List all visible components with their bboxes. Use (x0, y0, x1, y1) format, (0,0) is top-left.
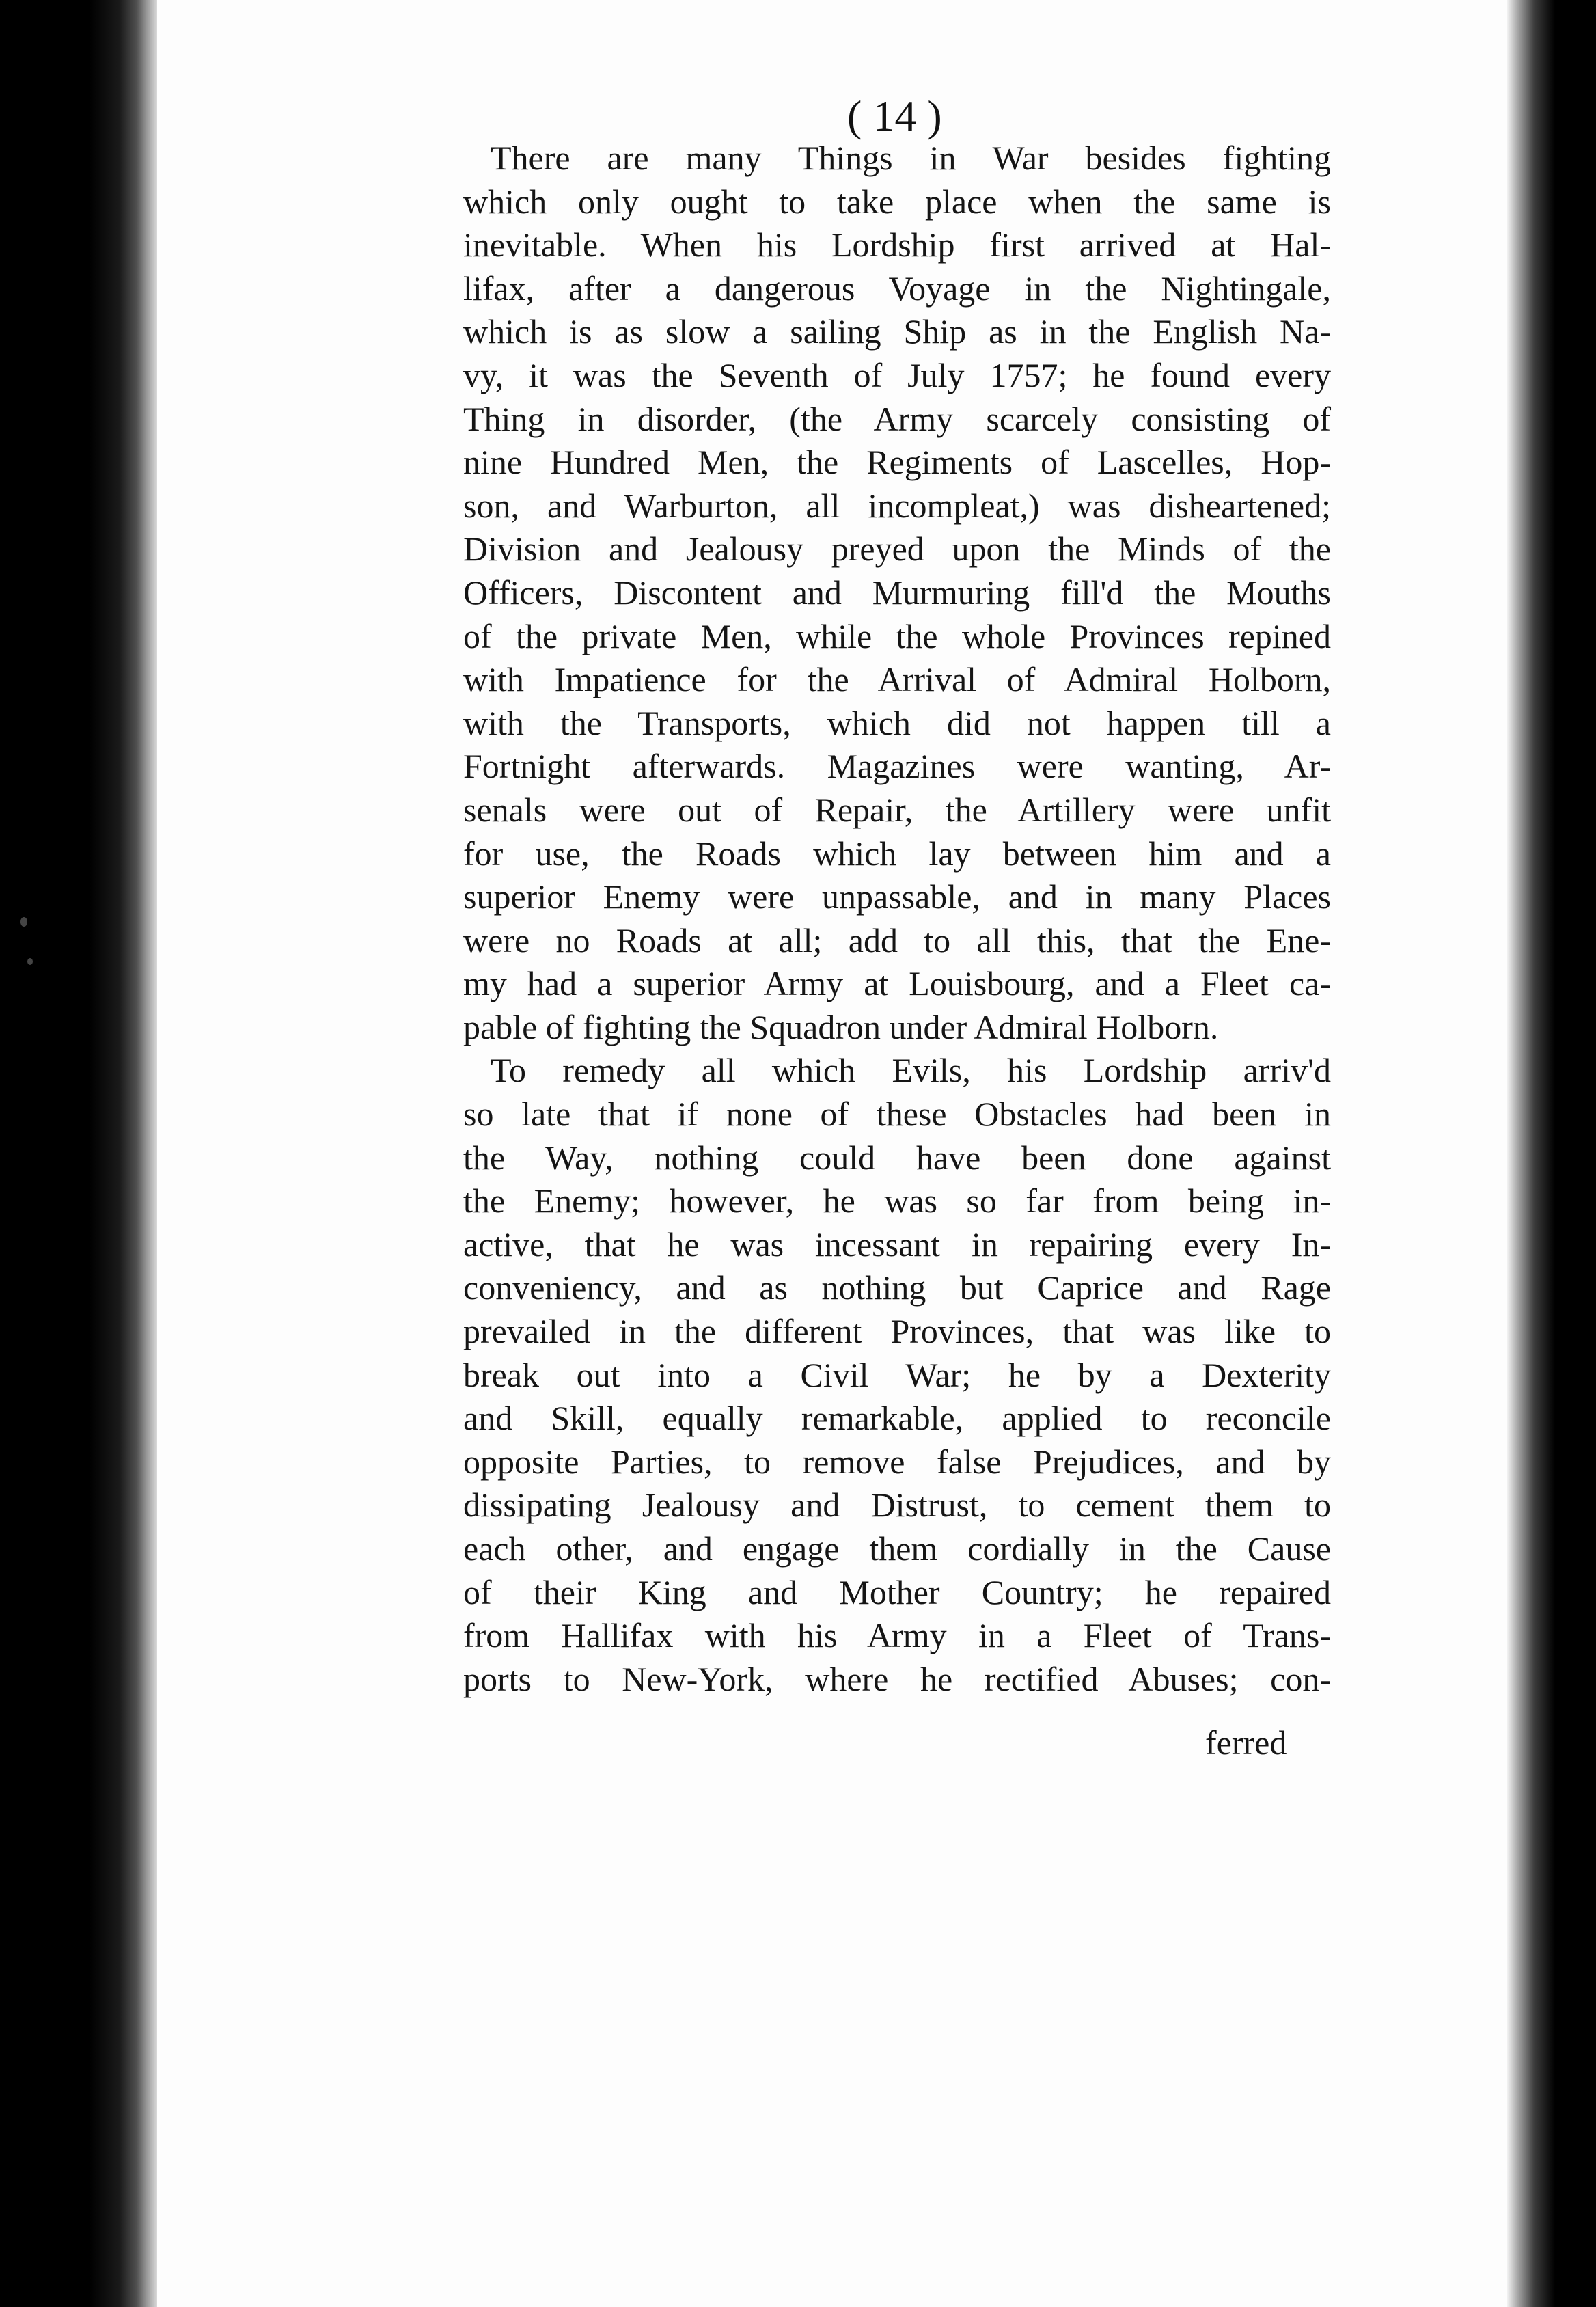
text-line: senals were out of Repair, the Artillery were unfit (463, 790, 1331, 829)
text-line: son, and Warburton, all incompleat,) was disheartened; (463, 486, 1331, 525)
text-line: To remedy all which Evils, his Lordship arriv'd (491, 1051, 1331, 1090)
text-line: break out into a Civil War; he by a Dexterity (463, 1355, 1331, 1394)
body-text (463, 137, 1331, 1701)
text-line: my had a superior Army at Louisbourg, and a Fleet ca- (463, 964, 1331, 1003)
scan-speck (27, 958, 33, 965)
text-line: Officers, Discontent and Murmuring fill'd the Mouths (463, 573, 1331, 612)
book-binding-right (1507, 0, 1596, 2307)
book-binding-left (0, 0, 157, 2307)
catchword: ferred (1205, 1723, 1287, 1762)
text-line: vy, it was the Seventh of July 1757; he found every (463, 355, 1331, 394)
text-line: active, that he was incessant in repairing every In- (463, 1225, 1331, 1264)
text-line: Thing in disorder, (the Army scarcely consisting of (463, 399, 1331, 438)
text-line: with Impatience for the Arrival of Admiral Holborn, (463, 660, 1331, 699)
text-line: Fortnight afterwards. Magazines were wanting, Ar- (463, 747, 1331, 786)
text-line: which only ought to take place when the same is (463, 182, 1331, 221)
text-line: were no Roads at all; add to all this, that the Ene- (463, 920, 1331, 959)
text-line: so late that if none of these Obstacles had been in (463, 1095, 1331, 1134)
text-line: superior Enemy were unpassable, and in many Places (463, 877, 1331, 916)
text-line: which is as slow a sailing Ship as in the English Na- (463, 312, 1331, 351)
text-line: ports to New-York, where he rectified Abuses; con- (463, 1659, 1331, 1698)
text-line: and Skill, equally remarkable, applied to reconcile (463, 1399, 1331, 1438)
text-line: pable of fighting the Squadron under Admiral Holborn. (463, 1007, 1219, 1046)
text-line: prevailed in the different Provinces, that was like to (463, 1312, 1331, 1351)
text-line: lifax, after a dangerous Voyage in the Nightingale, (463, 269, 1331, 308)
text-line: Division and Jealousy preyed upon the Minds of the (463, 530, 1331, 569)
scan-speck (20, 917, 27, 927)
text-line: nine Hundred Men, the Regiments of Lascelles, Hop- (463, 443, 1331, 482)
text-line: conveniency, and as nothing but Caprice and Rage (463, 1268, 1331, 1307)
text-line: opposite Parties, to remove false Prejudices, and by (463, 1442, 1331, 1481)
page-number: ( 14 ) (847, 92, 942, 140)
text-line: from Hallifax with his Army in a Fleet of Trans- (463, 1616, 1331, 1655)
text-line: There are many Things in War besides fighting (491, 139, 1331, 177)
text-line: dissipating Jealousy and Distrust, to cement them to (463, 1486, 1331, 1525)
text-line: the Enemy; however, he was so far from being in- (463, 1182, 1331, 1220)
text-line: inevitable. When his Lordship first arrived at Hal- (463, 226, 1331, 264)
text-line: of their King and Mother Country; he repaired (463, 1572, 1331, 1611)
text-line: each other, and engage them cordially in the Cause (463, 1529, 1331, 1568)
text-line: with the Transports, which did not happen till a (463, 703, 1331, 742)
text-line: for use, the Roads which lay between him and a (463, 834, 1331, 873)
text-line: the Way, nothing could have been done against (463, 1138, 1331, 1177)
text-line: of the private Men, while the whole Provinces repined (463, 616, 1331, 655)
